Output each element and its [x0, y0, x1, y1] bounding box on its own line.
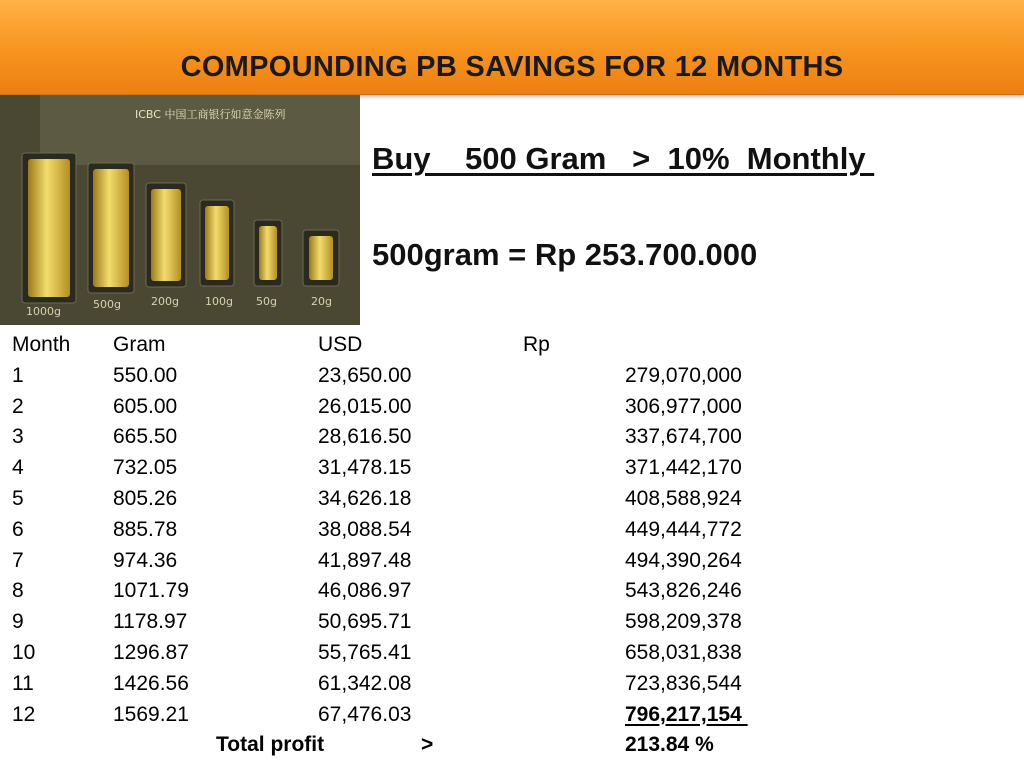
cell-month: 9 [12, 610, 24, 634]
cell-usd: 34,626.18 [318, 486, 412, 510]
cell-gram: 665.50 [113, 425, 178, 449]
cell-usd: 61,342.08 [318, 671, 412, 695]
total-profit-value: 213.84 % [625, 733, 714, 757]
savings-table [0, 330, 1024, 761]
cell-gram: 1569.21 [113, 702, 189, 726]
cell-rp: 494,390,264 [625, 548, 742, 572]
cell-month: 4 [12, 456, 24, 480]
table-row [0, 515, 1024, 546]
total-profit-row [0, 730, 1024, 761]
cell-usd: 38,088.54 [318, 517, 412, 541]
slide-title: COMPOUNDING PB SAVINGS FOR 12 MONTHS [180, 51, 844, 83]
table-row [0, 453, 1024, 484]
cell-rp: 449,444,772 [625, 517, 742, 541]
cell-usd: 41,897.48 [318, 548, 412, 572]
cell-rp: 306,977,000 [625, 394, 742, 418]
gold-bar-20g [309, 236, 333, 280]
cell-gram: 885.78 [113, 517, 178, 541]
table-header-row [0, 330, 1024, 361]
cell-month: 3 [12, 425, 24, 449]
gold-bars-illustration [0, 95, 360, 325]
table-row [0, 422, 1024, 453]
cell-month: 5 [12, 486, 24, 510]
bar-label-100g: 100g [205, 295, 233, 308]
table-row [0, 361, 1024, 392]
gold-bars-photo [0, 95, 360, 325]
cell-rp: 543,826,246 [625, 579, 742, 603]
gold-bar-1000g [28, 159, 70, 297]
table-row [0, 392, 1024, 423]
cell-usd: 46,086.97 [318, 579, 412, 603]
cell-month: 2 [12, 394, 24, 418]
cell-usd: 23,650.00 [318, 363, 412, 387]
bar-label-1000g: 1000g [26, 305, 61, 318]
cell-month: 12 [12, 702, 36, 726]
cell-gram: 805.26 [113, 486, 178, 510]
cell-month: 11 [12, 671, 34, 695]
gold-bar-200g [151, 189, 181, 281]
bar-label-20g: 20g [311, 295, 332, 308]
total-profit-label: Total profit [216, 733, 325, 757]
cell-month: 1 [12, 363, 24, 387]
cell-rp: 658,031,838 [625, 640, 742, 664]
cell-rp: 723,836,544 [625, 671, 742, 695]
cell-usd: 50,695.71 [318, 610, 412, 634]
cell-gram: 1426.56 [113, 671, 189, 695]
cell-gram: 732.05 [113, 456, 178, 480]
cell-month: 8 [12, 579, 24, 603]
table-row [0, 669, 1024, 700]
bar-label-50g: 50g [256, 295, 277, 308]
cell-usd: 28,616.50 [318, 425, 412, 449]
headline-price: 500gram = Rp 253.700.000 [372, 237, 758, 272]
gold-bar-50g [259, 226, 277, 280]
cell-rp: 796,217,154 [625, 702, 748, 726]
table-row [0, 576, 1024, 607]
headline-buy: Buy 500 Gram > 10% Monthly [372, 141, 875, 176]
table-row [0, 638, 1024, 669]
bar-label-200g: 200g [151, 295, 179, 308]
header-month: Month [12, 333, 71, 356]
cell-gram: 1071.79 [113, 579, 189, 603]
cell-usd: 26,015.00 [318, 394, 412, 418]
cell-gram: 1296.87 [113, 640, 189, 664]
cell-rp: 371,442,170 [625, 456, 742, 480]
cell-rp: 598,209,378 [625, 610, 742, 634]
table-row [0, 546, 1024, 577]
header-rp: Rp [523, 333, 550, 356]
cell-gram: 974.36 [113, 548, 178, 572]
cell-month: 7 [12, 548, 24, 572]
photo-banner-text: ICBC 中国工商银行如意金陈列 [135, 108, 286, 121]
cell-gram: 550.00 [113, 363, 178, 387]
cell-gram: 1178.97 [113, 610, 188, 634]
cell-rp: 337,674,700 [625, 425, 742, 449]
table-row [0, 607, 1024, 638]
gold-bar-500g [93, 169, 129, 287]
cell-usd: 31,478.15 [318, 456, 412, 480]
cell-usd: 67,476.03 [318, 702, 412, 726]
total-profit-arrow: > [421, 733, 434, 757]
gold-bar-100g [205, 206, 229, 280]
table-row [0, 484, 1024, 515]
cell-month: 10 [12, 640, 36, 664]
table-row [0, 700, 1024, 731]
cell-month: 6 [12, 517, 24, 541]
cell-rp: 279,070,000 [625, 363, 742, 387]
cell-gram: 605.00 [113, 394, 178, 418]
bar-label-500g: 500g [93, 298, 121, 311]
header-gram: Gram [113, 333, 166, 356]
header-usd: USD [318, 333, 363, 356]
cell-usd: 55,765.41 [318, 640, 412, 664]
cell-rp: 408,588,924 [625, 486, 742, 510]
